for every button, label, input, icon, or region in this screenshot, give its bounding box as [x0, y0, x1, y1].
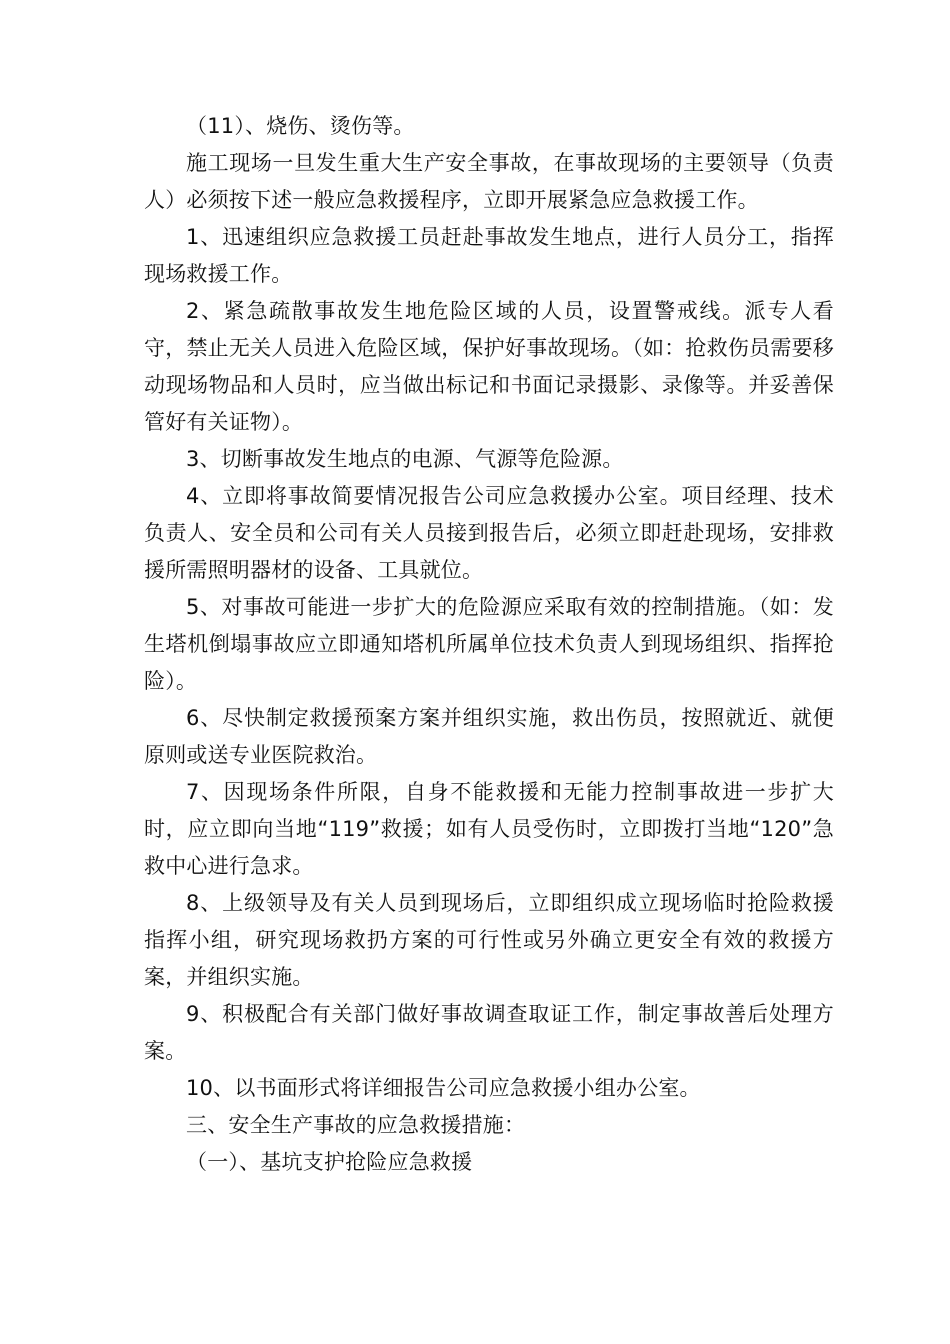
step-6: 6、尽快制定救援预案方案并组织实施，救出伤员，按照就近、就便原则或送专业医院救治。 — [144, 706, 834, 767]
section-heading: 三、安全生产事故的应急救援措施： — [186, 1113, 526, 1137]
step-4: 4、立即将事故简要情况报告公司应急救援办公室。项目经理、技术负责人、安全员和公司有关人员接到报告后，必须立即赶赴现场，安排救援所需照明器材的设备、工具就位。 — [144, 484, 834, 582]
step-1: 1、迅速组织应急救援工员赶赴事故发生地点，进行人员分工，指挥现场救援工作。 — [144, 225, 834, 286]
step-3: 3、切断事故发生地点的电源、气源等危险源。 — [186, 447, 624, 471]
subsection-heading: （一）、基坑支护抢险应急救援 — [186, 1150, 473, 1174]
step-8: 8、上级领导及有关人员到现场后，立即组织成立现场临时抢险救援指挥小组，研究现场救扔方案的可行性或另外确立更安全有效的救援方案，并组织实施。 — [144, 891, 834, 989]
step-7: 7、因现场条件所限，自身不能救援和无能力控制事故进一步扩大时，应立即向当地“119”救援；如有人员受伤时，立即拨打当地“120”急救中心进行急求。 — [144, 780, 834, 878]
step-2: 2、紧急疏散事故发生地危险区域的人员，设置警戒线。派专人看守，禁止无关人员进入危险区域，保护好事故现场。（如：抢救伤员需要移动现场物品和人员时，应当做出标记和书面记录摄影、录像等。并妥善保管好有关证物）。 — [144, 299, 834, 434]
list-item-burns: （11）、烧伤、烫伤等。 — [186, 114, 415, 138]
step-9: 9、积极配合有关部门做好事故调查取证工作，制定事故善后处理方案。 — [144, 1002, 834, 1063]
step-5: 5、对事故可能进一步扩大的危险源应采取有效的控制措施。（如：发生塔机倒塌事故应立即通知塔机所属单位技术负责人到现场组织、指挥抢险）。 — [144, 595, 834, 693]
document-body — [144, 108, 834, 1181]
step-10: 10、以书面形式将详细报告公司应急救援小组办公室。 — [186, 1076, 701, 1100]
intro-paragraph: 施工现场一旦发生重大生产安全事故，在事故现场的主要领导（负责人）必须按下述一般应急救援程序，立即开展紧急应急救援工作。 — [144, 151, 834, 212]
